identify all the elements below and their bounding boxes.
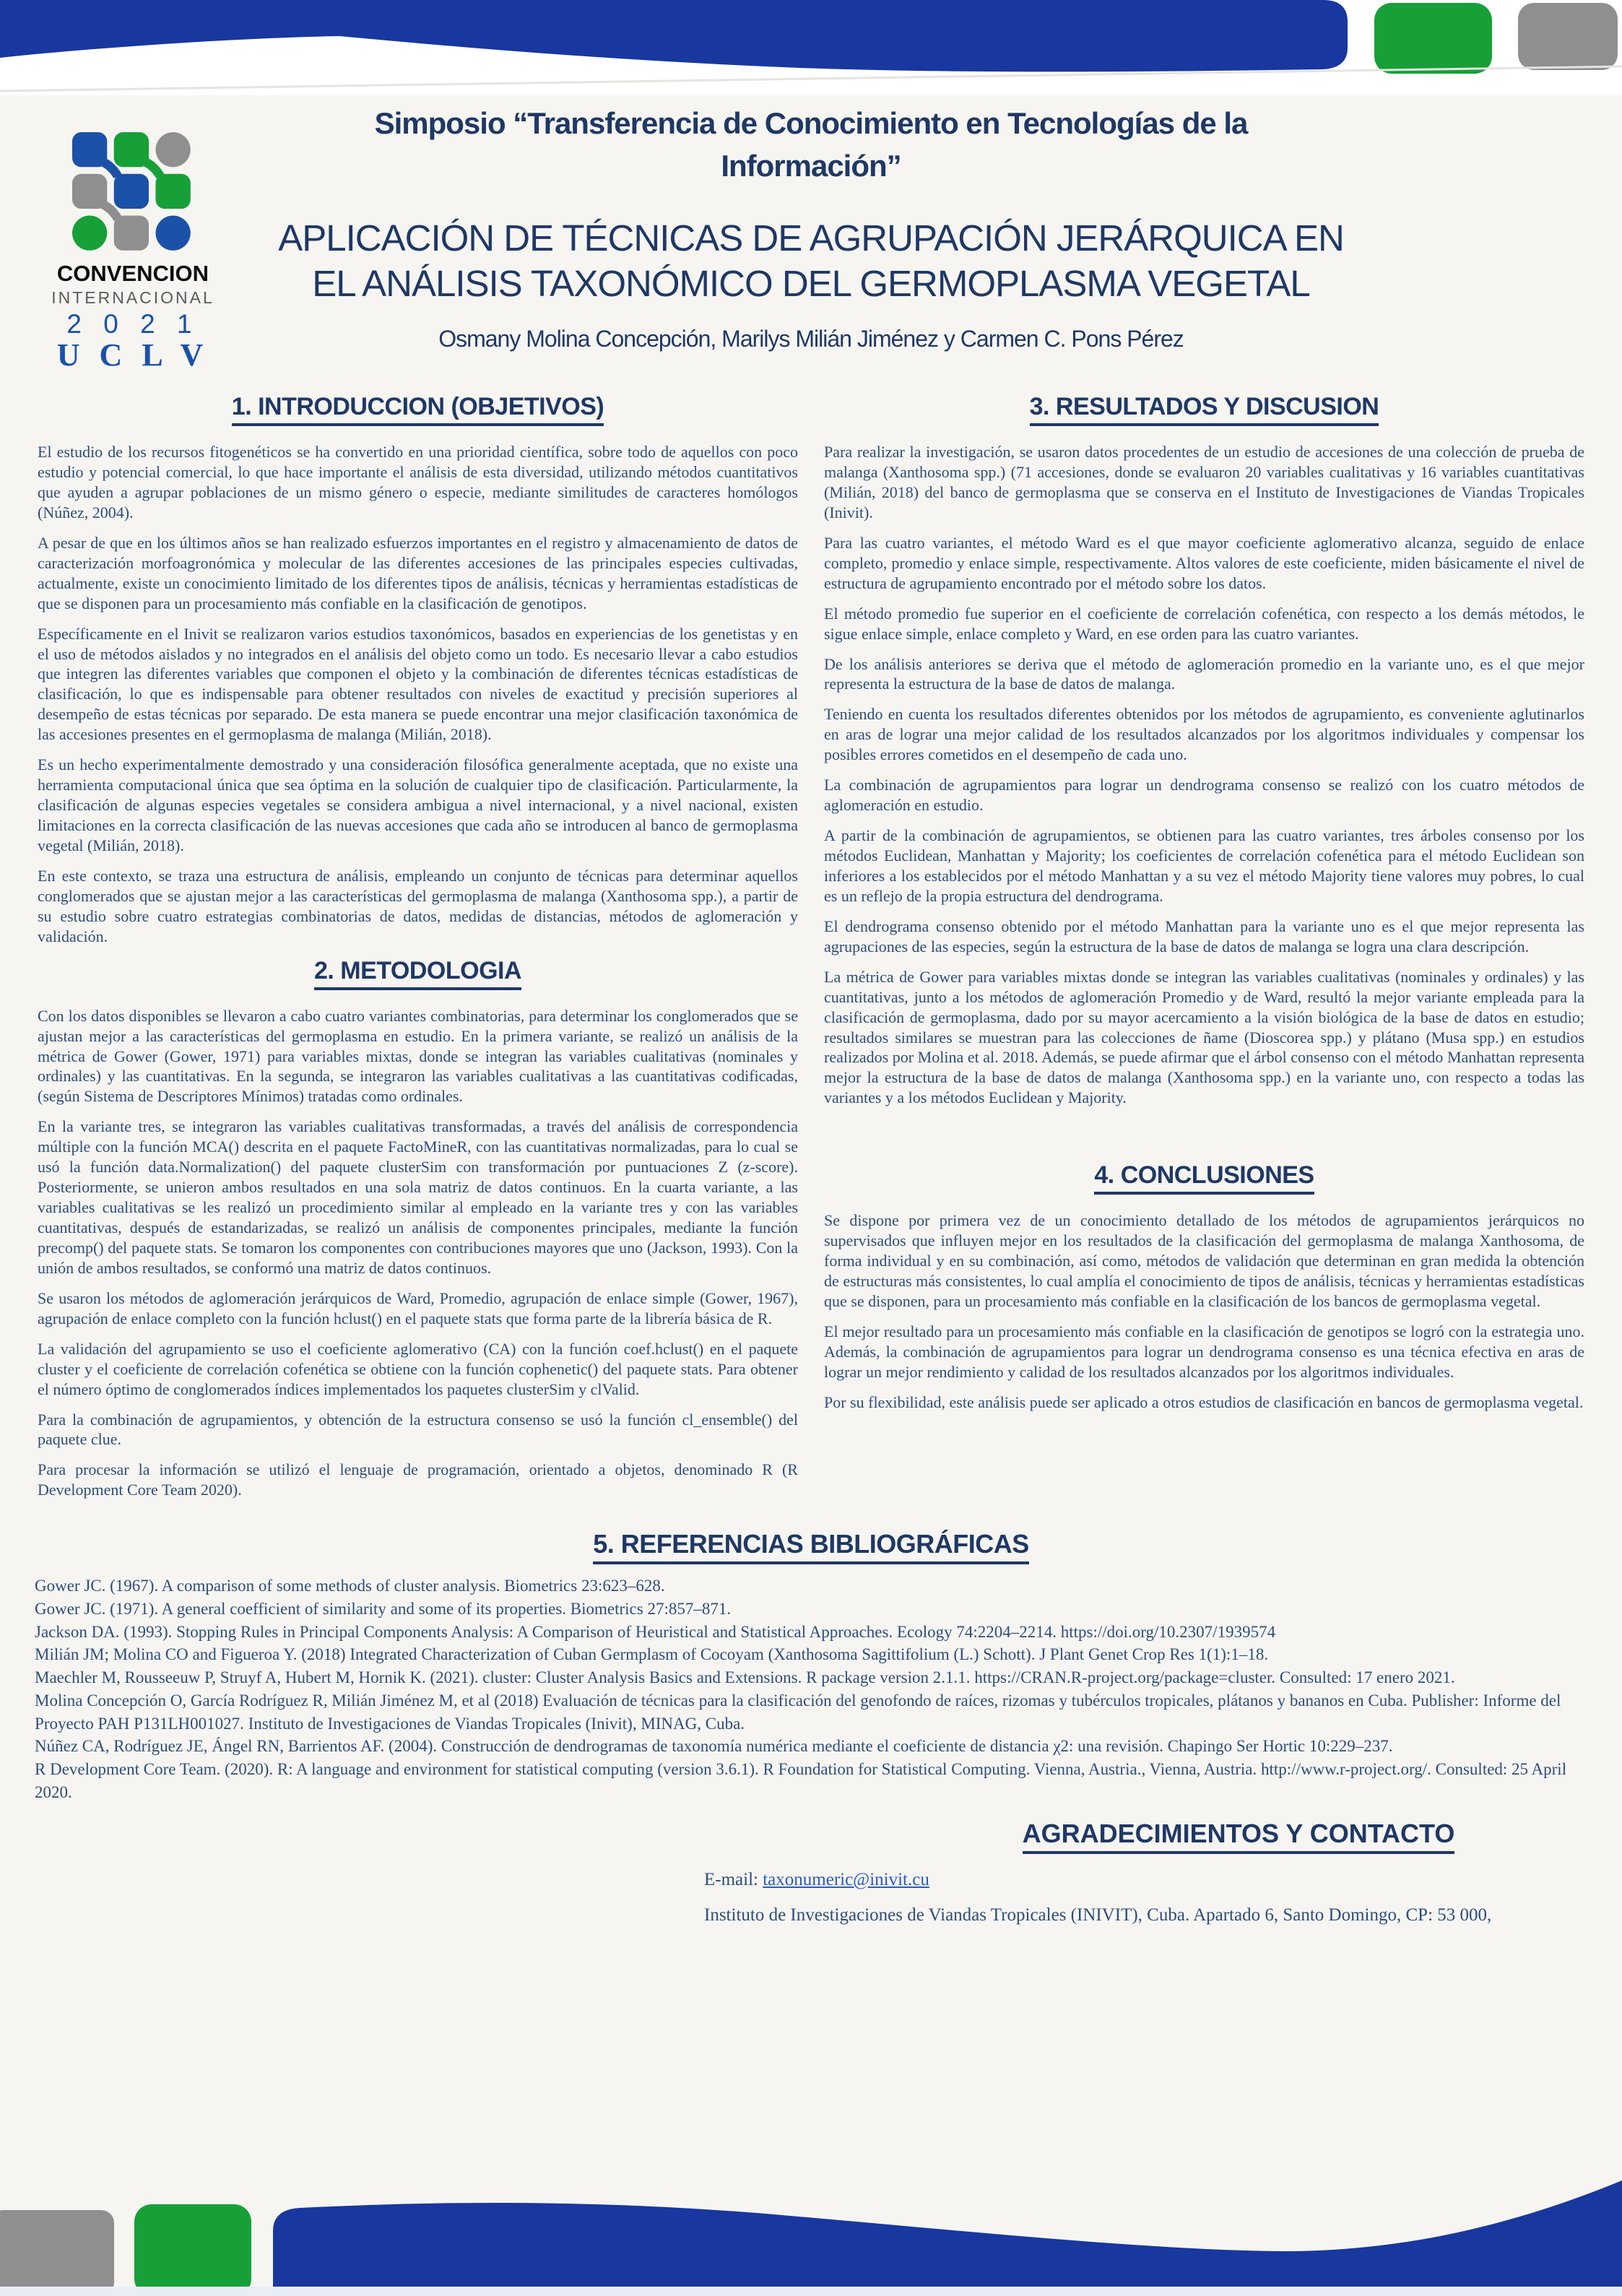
- section-heading-introduccion: [38, 393, 798, 426]
- reference-entry: Milián JM; Molina CO and Figueroa Y. (2018) Integrated Characterization of Cuban Germplasm of Cocoyam (Xanthosoma Sagittifolium (L.) Schott). J Plant Genet Crop Res 1(1):1–18.: [35, 1645, 1269, 1664]
- logo-text-uclv: U C L V: [56, 337, 209, 373]
- authors-line: Osmany Molina Concepción, Marilys Milián Jiménez y Carmen C. Pons Pérez: [438, 326, 1184, 352]
- email-link[interactable]: taxonumeric@inivit.cu: [763, 1869, 929, 1889]
- paragraph: El mejor resultado para un procesamiento más confiable en la clasificación de genotipos se logró con la estrategia uno. Además, la combinación de agrupamientos para lograr un dendrograma consenso es una técnica efectiva en aras de lograr un mejor rendimiento y calidad de los resultados alcanzados por los algoritmos individuales.: [824, 1322, 1584, 1381]
- reference-entry: Jackson DA. (1993). Stopping Rules in Principal Components Analysis: A Comparison of Heuristical and Statistical Approaches. Ecology 74:2204–2214. https://doi.org/10.2307/1939574: [35, 1622, 1276, 1641]
- section-metodologia: [38, 957, 798, 1501]
- paragraph: La combinación de agrupamientos para lograr un dendrograma consenso se realizó con los cuatro métodos de aglomeración en estudio.: [824, 776, 1584, 815]
- paragraph: En la variante tres, se integraron las variables cualitativas transformadas, a través del análisis de correspondencia múltiple con la función MCA() descrita en el paquete FactoMineR, con las cuantitativas normalizadas, para lo cual se usó la función data.Normalization() del paquete clusterSim con transformación por puntuaciones Z (z-score). Posteriormente, se unieron ambos resultados en una sola matriz de datos continuos. En la cuarta variante, a las variables cualitativas se les realizó un procedimiento similar al empleado en la variante tres y con las variables cuantitativas, después de estandarizadas, se realizó un análisis de componentes principales, mediante la función precomp() del paquete stats. Se tomaron los componentes con contribuciones mayores que uno (Jackson, 1993). Con la unión de ambos resultados, se conformó una matriz de datos continuos.: [38, 1117, 798, 1277]
- address-line: Instituto de Investigaciones de Viandas Tropicales (INIVIT), Cuba. Apartado 6, Santo Domingo, CP: 53 000,: [704, 1905, 1492, 1925]
- paragraph: La validación del agrupamiento se uso el coeficiente aglomerativo (CA) con la función coef.hclust() en el paquete cluster y el coeficiente de correlación cofenética se obtiene con la función cophenetic() del paquete stats. Para obtener el número óptimo de conglomerados índices implementados los paquetes clusterSim y clValid.: [38, 1339, 798, 1398]
- section-heading-text: 4. CONCLUSIONES: [1094, 1161, 1314, 1195]
- paragraph: A partir de la combinación de agrupamientos, se obtienen para las cuatro variantes, tres árboles consenso por los métodos Euclidean, Manhattan y Majority; los coeficientes de correlación cofenética para el método Euclidean son inferiores a los establecidos por el método Manhattan y a su vez el método Majority tiene valores muy pobres, lo cual es un reflejo de la propia estructura del dendrograma.: [824, 826, 1584, 905]
- section-conclusiones: [824, 1161, 1584, 1412]
- section-heading-text: 5. REFERENCIAS BIBLIOGRÁFICAS: [593, 1529, 1029, 1564]
- paragraph: A pesar de que en los últimos años se han realizado esfuerzos importantes en el registro y almacenamiento de datos de caracterización morfoagronómica y molecular de las diferentes accesiones de las principales especies cultivadas, actualmente, existe un conocimiento limitado de los diferentes tipos de análisis, técnicas y herramientas estadísticas de que se disponen para un procesamiento más confiable en la clasificación de genotipos.: [38, 533, 798, 612]
- section-heading-contacto: [895, 1819, 1582, 1854]
- section-resultados: [824, 393, 1584, 1108]
- conclusiones-paragraphs: [824, 1210, 1584, 1412]
- paragraph: Por su flexibilidad, este análisis puede ser aplicado a otros estudios de clasificación en bancos de germoplasma vegetal.: [824, 1392, 1584, 1411]
- section-heading-text: 3. RESULTADOS Y DISCUSION: [1030, 393, 1379, 426]
- section-heading-metodologia: [38, 957, 798, 990]
- right-column: [824, 393, 1584, 1510]
- logo-text-2021: 2 0 2 1: [66, 309, 199, 339]
- poster-title: APLICACIÓN DE TÉCNICAS DE AGRUPACIÓN JERÁRQUICA EN EL ANÁLISIS TAXONÓMICO DEL GERMOPLASMA VEGETAL: [278, 217, 1344, 305]
- paragraph: La métrica de Gower para variables mixtas donde se integran las variables cualitativas (nominales y ordinales) y las cuantitativas, junto a los métodos de aglomeración Promedio y de Ward, resultó la mejor variante empleada para la clasificación de germoplasma, dado por su mayor acercamiento a la visión biológica de la base de datos en estudio; resultados similares se muestran para las colecciones de ñame (Dioscorea spp.) y plátano (Musa spp.) en estudios realizados por Molina et al. 2018. Además, se puede afirmar que el árbol consenso con el método Manhattan representa mejor la estructura de la base de datos de malanga (Xanthosoma spp.) en la variante uno, con respecto a todas las variantes y a los métodos Euclidean y Majority.: [824, 967, 1584, 1107]
- body-columns: [0, 393, 1622, 1510]
- section-heading-text: 2. METODOLOGIA: [314, 957, 521, 990]
- paragraph: Teniendo en cuenta los resultados diferentes obtenidos por los métodos de agrupamiento, es conveniente aglutinarlos en aras de lograr una mejor calidad de los resultados alcanzados por los algoritmos individuales y compensar los posibles errores cometidos en el desempeño de cada uno.: [824, 705, 1584, 764]
- logo-text-convencion: CONVENCION: [56, 261, 209, 286]
- resultados-paragraphs: [824, 442, 1584, 1108]
- section-heading-conclusiones: [824, 1161, 1584, 1195]
- email-line: [704, 1867, 1592, 1892]
- paragraph: Específicamente en el Inivit se realizaron varios estudios taxonómicos, basados en experiencias de los genetistas y en el uso de métodos aislados y no integrados en el análisis del objeto como un todo. Es necesario llevar a cabo estudios que integren las diferentes variables que componen el objeto y la combinación de diferentes técnicas estadísticas de clasificación, lo que es indispensable para obtener resultados con niveles de exactitud y precisión superiores al desempeño de estas técnicas por separado. De esta manera se puede encontrar una mejor clasificación taxonómica de las accesiones presentes en el germoplasma de malanga (Milián, 2018).: [38, 624, 798, 744]
- section-heading-text: AGRADECIMIENTOS Y CONTACTO: [1023, 1819, 1455, 1854]
- footer-band: [0, 2079, 1622, 2296]
- paragraph: Con los datos disponibles se llevaron a cabo cuatro variantes combinatorias, para determinar los conglomerados que se ajustan mejor a las características del germoplasma en estudio. En la primera variante, se realizó un análisis de la métrica de Gower (Gower, 1971) para variables mixtas, donde se integran las variables cualitativas (nominales y ordinales) y las cuantitativas. En la segunda, se integraron las variables cualitativas a las cuantitativas codificadas, (según Sistema de Descriptores Mínimos) tratadas como ordinales.: [38, 1006, 798, 1106]
- header: [0, 0, 1622, 352]
- section-heading-referencias: [35, 1529, 1587, 1564]
- paragraph: El estudio de los recursos fitogenéticos se ha convertido en una prioridad científica, sobre todo de aquellos con poco estudio y potencial comercial, lo que hace importante el análisis de esta diversidad, utilizando métodos cuantitativos que ayuden a agrupar poblaciones de un mismo género o especie, mediante similitudes de caracteres homólogos (Núñez, 2004).: [38, 443, 798, 521]
- section-referencias: [0, 1529, 1622, 1803]
- symposium-title: Simposio “Transferencia de Conocimiento en Tecnologías de la Información”: [374, 106, 1248, 183]
- paragraph: Para procesar la información se utilizó el lenguaje de programación, orientado a objetos, denominado R (R Development Core Team 2020).: [38, 1460, 798, 1499]
- paragraph: De los análisis anteriores se deriva que el método de aglomeración promedio en la variante uno, es el que mejor representa la estructura de la base de datos de malanga.: [824, 654, 1584, 693]
- paragraph: Para las cuatro variantes, el método Ward es el que mayor coeficiente aglomerativo alcanza, seguido de enlace completo, promedio y enlace simple, respectivamente. Altos valores de este coeficiente, miden básicamente el nivel de estructura de agrupamiento encontrado por el método sobre los datos.: [824, 533, 1584, 592]
- reference-entry: Maechler M, Rousseeuw P, Struyf A, Hubert M, Hornik K. (2021). cluster: Cluster Analysis Basics and Extensions. R package version 2.1.1. https://CRAN.R-project.org/package=cluster. Consulted: 17 enero 2021.: [35, 1668, 1455, 1687]
- footer-gray-square: [0, 2210, 114, 2296]
- reference-entry: Gower JC. (1967). A comparison of some methods of cluster analysis. Biometrics 23:623–628.: [35, 1577, 665, 1595]
- introduccion-paragraphs: [38, 442, 798, 947]
- metodologia-paragraphs: [38, 1006, 798, 1501]
- footer-bottom-strip: [0, 2287, 1622, 2296]
- paragraph: Es un hecho experimentalmente demostrado y una consideración filosófica generalmente aceptada, que no existe una herramienta computacional única que sea óptima en la solución de cualquier tipo de clasificación. Particularmente, la clasificación de algunas especies vegetales se considera ambigua a nivel internacional, y a nivel nacional, existen limitaciones en la correcta clasificación de las nuevas accesiones que cada año se introducen al banco de germoplasma vegetal (Milián, 2018).: [38, 755, 798, 854]
- footer-blue-swoosh: [273, 2180, 1622, 2296]
- paragraph: Para realizar la investigación, se usaron datos procedentes de un estudio de accesiones de una colección de prueba de malanga (Xanthosoma spp.) (71 accesiones, donde se evaluaron 20 variables cualitativas y 16 variables cuantitativas (Milián, 2018) del banco de germoplasma que se conserva en el Instituto de Investigaciones de Viandas Tropicales (Inivit).: [824, 443, 1584, 521]
- left-column: [38, 393, 798, 1510]
- contact-lines: [704, 1867, 1592, 1928]
- logo-text-internacional: INTERNACIONAL: [51, 288, 214, 307]
- referencias-list: [35, 1574, 1587, 1803]
- reference-entry: Molina Concepción O, García Rodríguez R, Milián Jiménez M, et al (2018) Evaluación de técnicas para la clasificación del genofondo de raíces, rizomas y tubérculos tropicales, plátanos y bananos en Cuba. Publisher: Informe del Proyecto PAH P131LH001027. Instituto de Investigaciones de Viandas Tropicales (Inivit), MINAG, Cuba.: [35, 1691, 1561, 1733]
- reference-entry: Gower JC. (1971). A general coefficient of similarity and some of its properties. Biometrics 27:857–871.: [35, 1600, 732, 1619]
- reference-entry: R Development Core Team. (2020). R: A language and environment for statistical computing (version 3.6.1). R Foundation for Statistical Computing. Vienna, Austria., Vienna, Austria. http://www.r-project.org/. Consulted: 25 April 2020.: [35, 1760, 1567, 1801]
- paragraph: Se dispone por primera vez de un conocimiento detallado de los métodos de agrupamientos jerárquicos no supervisados que influyen mejor en los resultados de la clasificación del germoplasma de malanga Xanthosoma, de forma individual y en su combinación, así como, métodos de validación que determinan en gran medida la obtención de estructuras más consistentes, lo cual amplía el conocimiento de tipos de análisis, técnicas y herramientas estadísticas que se disponen, para un procesamiento más confiable en la clasificación de los bancos de germoplasma vegetal.: [824, 1211, 1584, 1311]
- paragraph: Para la combinación de agrupamientos, y obtención de la estructura consenso se usó la función cl_ensemble() del paquete clue.: [38, 1410, 798, 1449]
- section-heading-text: 1. INTRODUCCION (OBJETIVOS): [232, 393, 604, 426]
- section-introduccion: [38, 393, 798, 947]
- paragraph: El dendrograma consenso obtenido por el método Manhattan para la variante uno es el que mejor representa las agrupaciones de las especies, según la estructura de la base de datos de malanga se logra una clara descripción.: [824, 917, 1584, 956]
- paragraph: El método promedio fue superior en el coeficiente de correlación cofenética, con respecto a los demás métodos, le sigue enlace simple, enlace completo y Ward, en ese orden para las cuatro variantes.: [824, 604, 1584, 643]
- paragraph: En este contexto, se traza una estructura de análisis, empleando un conjunto de técnicas para determinar aquellos conglomerados que se ajustan mejor a las características del germoplasma de malanga (Xanthosoma spp.), a partir de su estudio sobre cuatro estrategias combinatorias de datos, medidas de distancias, métodos de aglomeración y validación.: [38, 866, 798, 945]
- section-heading-resultados: [824, 393, 1584, 426]
- section-contacto: [0, 1819, 1622, 1928]
- email-label: E-mail:: [704, 1869, 763, 1889]
- footer-green-square: [134, 2204, 251, 2296]
- reference-entry: Núñez CA, Rodríguez JE, Ángel RN, Barrientos AF. (2004). Construcción de dendrogramas de taxonomía numérica mediante el coeficiente de distancia χ2: una revisión. Chapingo Ser Hortic 10:229–237.: [35, 1737, 1393, 1756]
- paragraph: Se usaron los métodos de aglomeración jerárquicos de Ward, Promedio, agrupación de enlace simple (Gower, 1967), agrupación de enlace completo con la función hclust() en el paquete stats que forma parte de la librería básica de R.: [38, 1288, 798, 1327]
